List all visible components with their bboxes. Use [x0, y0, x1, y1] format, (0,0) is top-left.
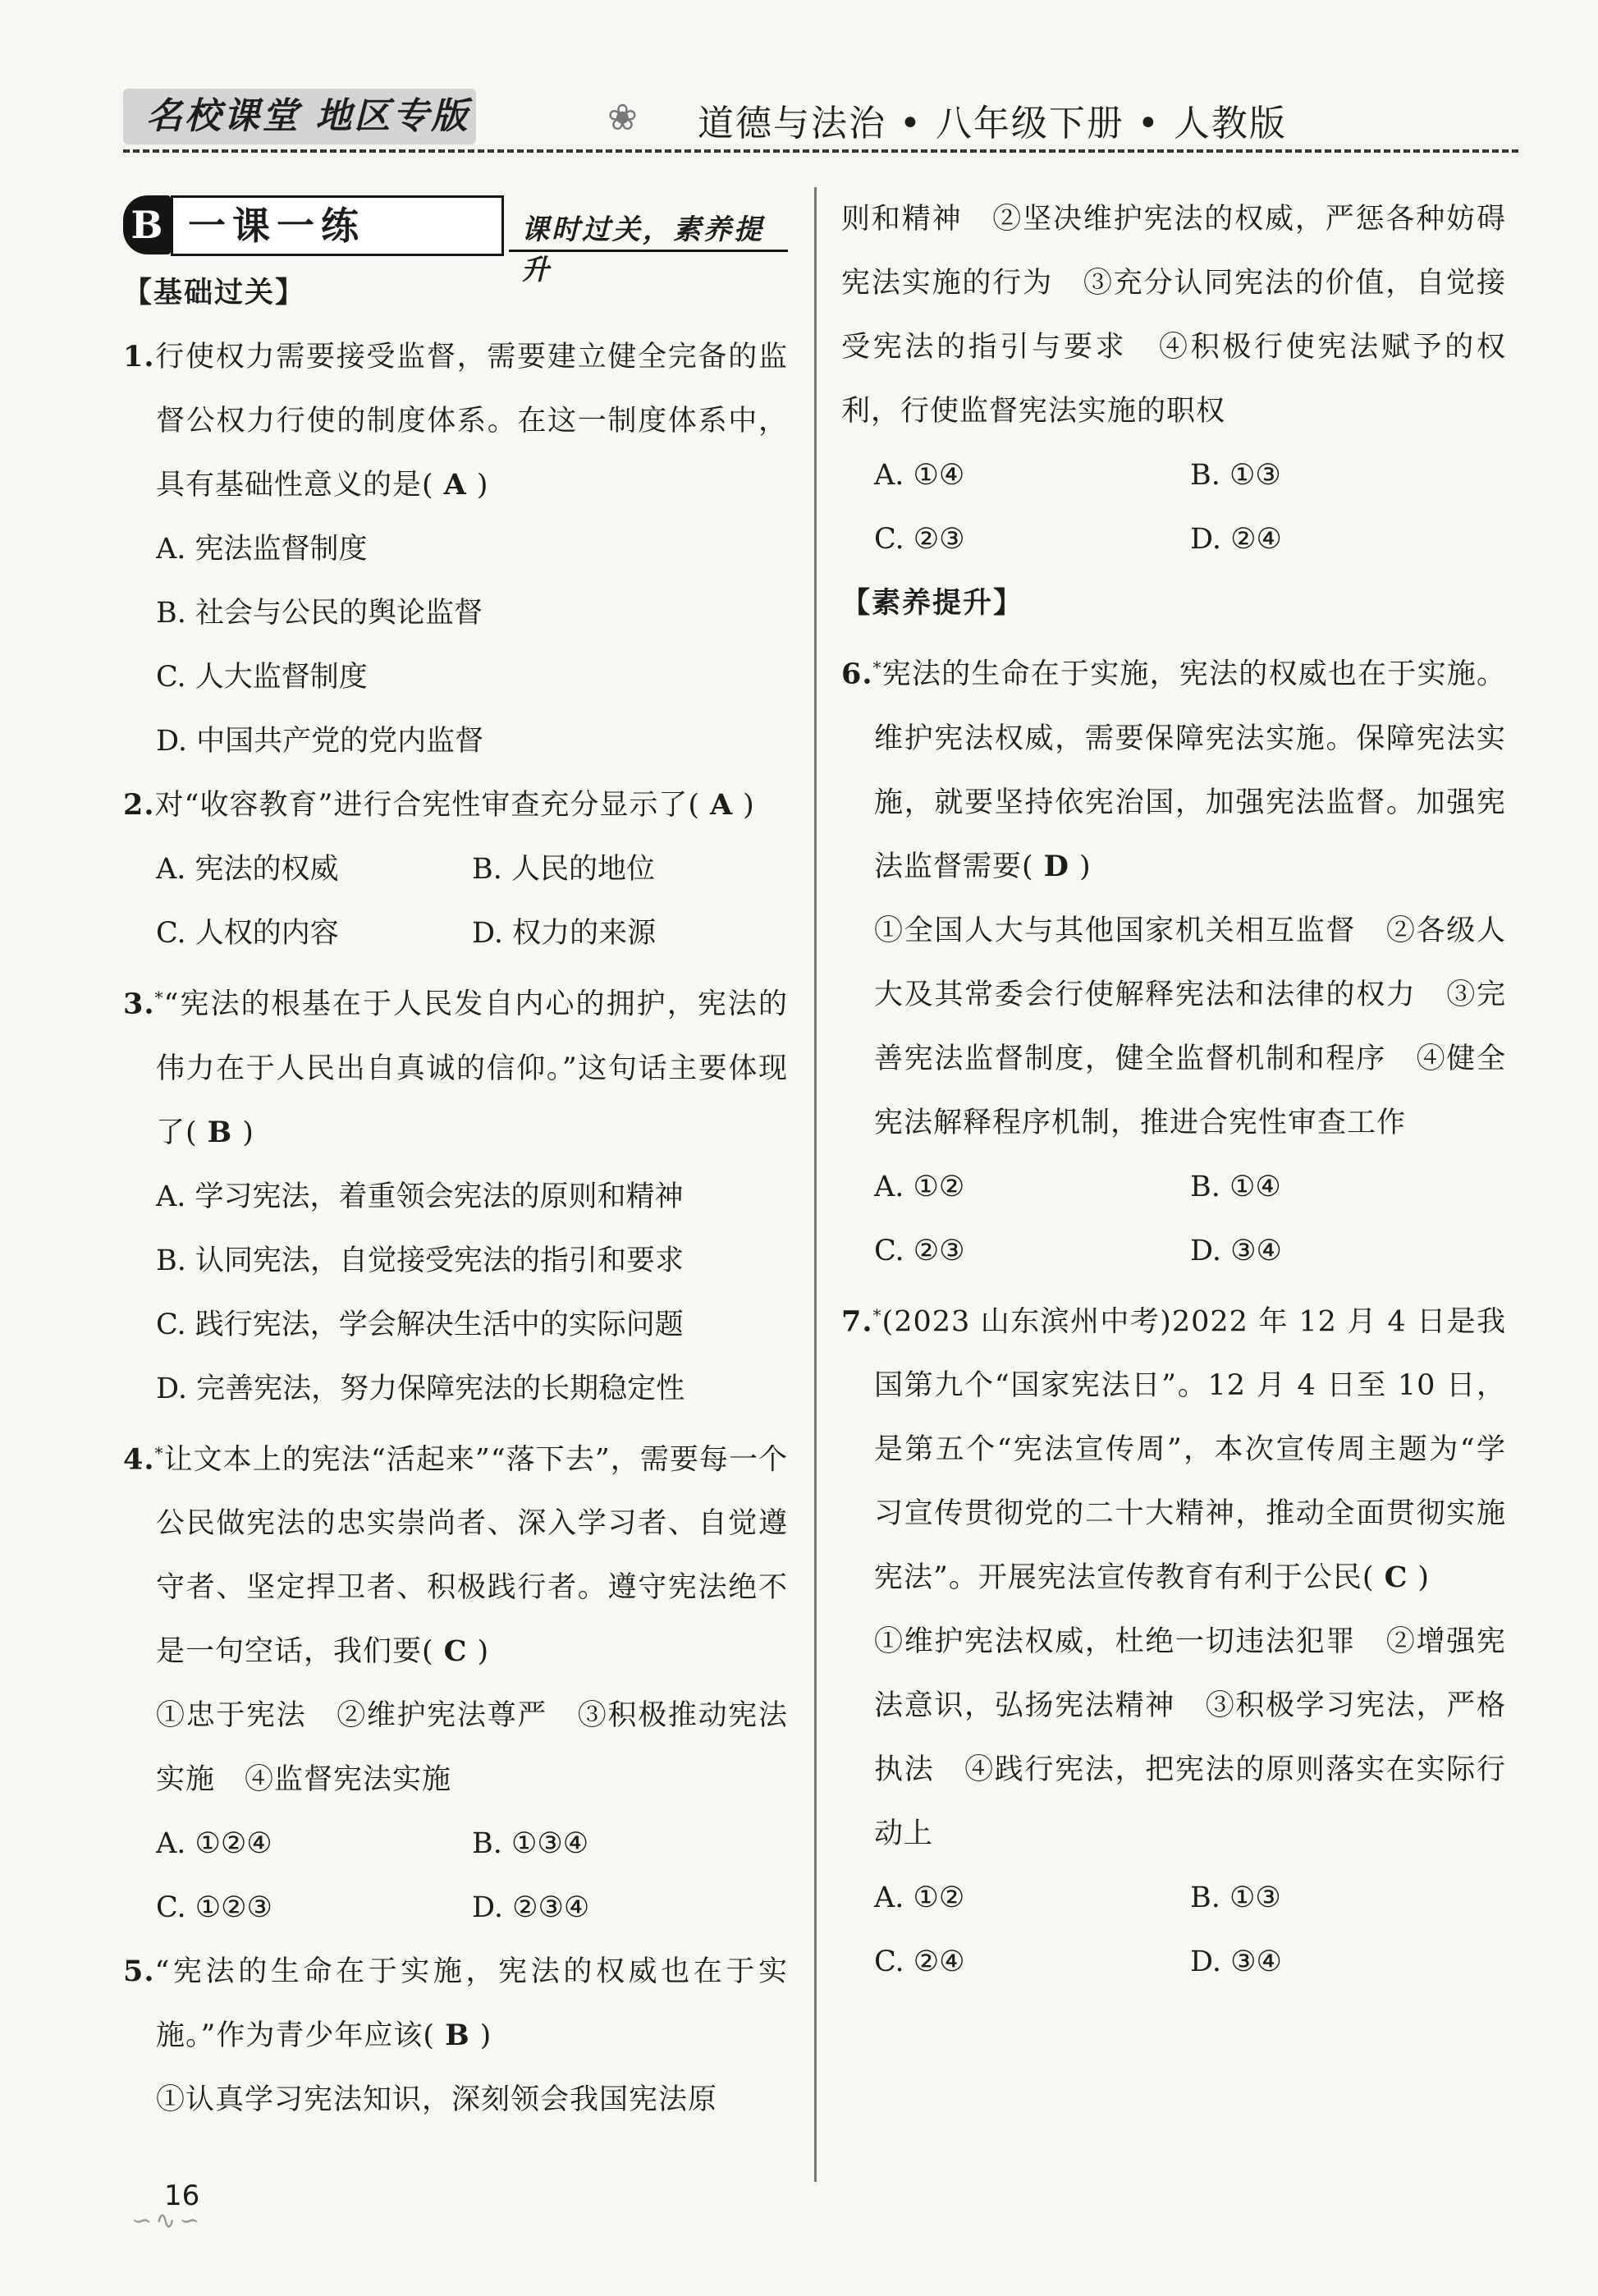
option-a: A. 宪法监督制度 [156, 533, 368, 566]
question-stem: 宪法的生命在于实施，宪法的权威也在于实施。维护宪法权威，需要保障宪法实施。保障宪法实施，就要坚持依宪治国，加强宪法监督。加强宪法监督需要( [874, 658, 1506, 883]
answer: B [207, 1115, 233, 1149]
left-column [123, 187, 788, 2132]
option-row [123, 1812, 788, 1876]
option-row [123, 837, 788, 901]
option-b: B. ①③ [1190, 459, 1281, 492]
question-number: 6. [841, 657, 873, 691]
option-b: B. 认同宪法，自觉接受宪法的指引和要求 [156, 1244, 684, 1277]
question-6 [841, 635, 1506, 899]
option-b: B. ①③④ [472, 1827, 589, 1861]
option-c: C. ①②③ [156, 1891, 272, 1925]
question-stem: (2023 山东滨州中考)2022 年 12 月 4 日是我国第九个“国家宪法日”。12 月 4 日至 10 日，是第五个“宪法宣传周”，本次宣传周主题为“学习宣传贯彻党的二十大精神，推动全面贯彻实施宪法”。开展宪法宣传教育有利于公民( [874, 1305, 1506, 1595]
difficulty-star: * [154, 988, 164, 1007]
banner-underline [509, 250, 788, 252]
option-c: C. 人权的内容 [156, 917, 339, 950]
question-stem: 行使权力需要接受监督，需要建立健全完备的监督公权力行使的制度体系。在这一制度体系中，具有基础性意义的是( [154, 341, 788, 502]
option-row [841, 1866, 1506, 1930]
answer: A [710, 788, 734, 822]
question-number: 7. [841, 1304, 873, 1339]
option-a: A. 学习宪法，着重领会宪法的原则和精神 [156, 1180, 684, 1213]
option-c: C. 践行宪法，学会解决生活中的实际问题 [156, 1308, 684, 1341]
option-row [841, 1155, 1506, 1219]
option-b: B. 社会与公民的舆论监督 [156, 597, 483, 630]
difficulty-star: * [872, 658, 882, 677]
question-4 [123, 1421, 788, 1684]
option-a: A. 宪法的权威 [156, 853, 339, 886]
answer-close: ) [476, 469, 489, 502]
statement-items: ①维护宪法权威，杜绝一切违法犯罪 ②增强宪法意识，弘扬宪法精神 ③积极学习宪法，严格执法 ④践行宪法，把宪法的原则落实在实际行动上 [874, 1625, 1506, 1851]
section-basic-heading: 【基础过关】 [123, 276, 306, 309]
option-d: D. ②③④ [472, 1891, 590, 1925]
question-number: 5. [123, 1955, 155, 1989]
statement-items-part2: 则和精神 ②坚决维护宪法的权威，严惩各种妨碍宪法实施的行为 ③充分认同宪法的价值，自觉接受宪法的指引与要求 ④积极行使宪法赋予的权利，行使监督宪法实施的职权 [841, 203, 1506, 428]
answer: B [445, 2019, 470, 2053]
difficulty-star: * [872, 1304, 882, 1325]
question-5 [123, 1940, 788, 2068]
option-c: C. ②③ [874, 1234, 965, 1267]
section-banner [123, 192, 788, 286]
right-column [841, 187, 1506, 1994]
option-a: A. ①②④ [156, 1827, 272, 1861]
question-7 [841, 1283, 1506, 1611]
swirl-ornament-icon: ∽∿∽ [131, 2207, 204, 2235]
answer-close: ) [242, 1116, 254, 1149]
page-number: 16 [164, 2179, 200, 2212]
option-a: A. ①② [874, 1881, 965, 1915]
answer-close: ) [477, 1635, 490, 1669]
option-row [841, 1930, 1506, 1994]
question-2 [123, 773, 788, 837]
statement-items: ①忠于宪法 ②维护宪法尊严 ③积极推动宪法实施 ④监督宪法实施 [156, 1699, 788, 1797]
series-title: 名校课堂 地区专版 [123, 89, 476, 144]
banner-letter: B [123, 195, 171, 254]
question-stem: 让文本上的宪法“活起来”“落下去”，需要每一个公民做宪法的忠实崇尚者、深入学习者、自觉遵守者、坚定捍卫者、积极践行者。遵守宪法绝不是一句空话，我们要( [156, 1443, 788, 1669]
statement-items-part1: ①认真学习宪法知识，深刻领会我国宪法原 [156, 2083, 718, 2117]
answer: C [1384, 1560, 1408, 1595]
section-advanced-heading: 【素养提升】 [841, 586, 1024, 620]
difficulty-star: * [154, 1442, 164, 1463]
option-b: B. ①④ [1190, 1170, 1281, 1203]
option-d: D. ③④ [1190, 1945, 1282, 1979]
option-c: C. 人大监督制度 [156, 661, 368, 694]
column-divider [814, 187, 817, 2182]
question-number: 1. [123, 340, 155, 374]
option-row [841, 1219, 1506, 1283]
answer-close: ) [743, 789, 755, 822]
option-b: B. ①③ [1190, 1881, 1281, 1915]
option-c: C. ②④ [874, 1945, 965, 1979]
question-stem: “宪法的生命在于实施，宪法的权威也在于实施。”作为青少年应该( [154, 1955, 788, 2053]
banner-subtitle: 课时过关，素养提升 [521, 213, 764, 286]
flower-ornament-icon: ❀ [607, 97, 638, 139]
page-header [123, 82, 1518, 156]
answer-close: ) [479, 2019, 492, 2053]
question-stem: 对“收容教育”进行合宪性审查充分显示了( [154, 789, 700, 822]
option-d: D. 完善宪法，努力保障宪法的长期稳定性 [156, 1372, 685, 1405]
option-b: B. 人民的地位 [472, 853, 655, 886]
option-row [123, 1876, 788, 1940]
option-d: D. ②④ [1190, 523, 1282, 556]
question-1 [123, 325, 788, 517]
question-number: 4. [123, 1442, 155, 1477]
banner-title: 一课一练 [171, 195, 504, 256]
header-divider [123, 149, 1518, 153]
question-number: 3. [123, 987, 155, 1021]
question-number: 2. [123, 788, 155, 822]
answer-close: ) [1417, 1561, 1431, 1595]
option-a: A. ①④ [874, 459, 965, 492]
question-3 [123, 965, 788, 1165]
subject-title: 道德与法治 • 八年级下册 • 人教版 [698, 103, 1287, 144]
option-row [841, 507, 1506, 571]
answer: D [1043, 849, 1070, 883]
answer-close: ) [1079, 850, 1092, 883]
option-d: D. 权力的来源 [472, 917, 657, 950]
option-row [841, 443, 1506, 507]
option-d: D. ③④ [1190, 1234, 1282, 1267]
option-row [123, 901, 788, 965]
question-stem: “宪法的根基在于人民发自内心的拥护，宪法的伟力在于人民出自真诚的信仰。”这句话主要体现了( [156, 988, 788, 1149]
option-d: D. 中国共产党的党内监督 [156, 725, 484, 758]
option-c: C. ②③ [874, 523, 965, 556]
option-a: A. ①② [874, 1170, 965, 1203]
answer: A [443, 468, 467, 502]
statement-items: ①全国人大与其他国家机关相互监督 ②各级人大及其常委会行使解释宪法和法律的权力 ③完善宪法监督制度，健全监督机制和程序 ④健全宪法解释程序机制，推进合宪性审查工作 [874, 914, 1506, 1139]
answer: C [443, 1634, 468, 1669]
